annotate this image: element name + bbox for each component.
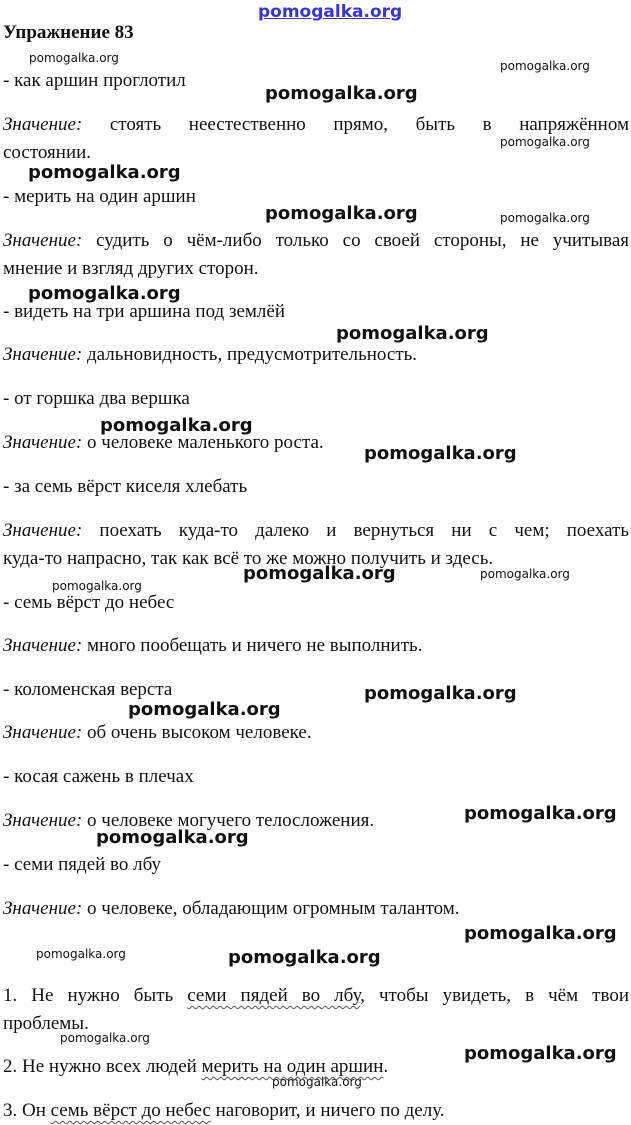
sentence-text: 2. Не нужно всех людей (3, 1056, 202, 1077)
sentence-text: 1. Не нужно быть (3, 985, 188, 1006)
meaning-label: Значение: (3, 722, 83, 743)
watermark: pomogalka.org (243, 563, 396, 584)
meaning-text: об очень высоком человеке. (87, 722, 312, 743)
idiom-phrase: - видеть на три аршина под землёй (3, 301, 286, 322)
watermark: pomogalka.org (272, 1075, 362, 1089)
watermark: pomogalka.org (128, 699, 281, 720)
meaning-text: стоять неестественно прямо, быть в напряжённом (109, 114, 630, 135)
meaning-label: Значение: (3, 230, 83, 251)
underlined-idiom: семь вёрст до небес (50, 1100, 211, 1121)
idiom-meaning (3, 807, 629, 835)
watermark: pomogalka.org (364, 683, 517, 704)
meaning-label: Значение: (3, 432, 83, 453)
watermark: pomogalka.org (265, 203, 418, 224)
example-sentence (3, 1097, 629, 1125)
example-sentence (3, 1053, 629, 1081)
sentence-text: 3. Он (3, 1100, 51, 1121)
idiom-phrase: - за семь вёрст киселя хлебать (3, 476, 248, 497)
watermark: pomogalka.org (28, 283, 181, 304)
watermark: pomogalka.org (500, 59, 590, 73)
idiom-phrase: - мерить на один аршин (3, 186, 196, 207)
idiom-meaning-cont: состоянии. (3, 142, 92, 163)
watermark: pomogalka.org (28, 162, 181, 183)
watermark: pomogalka.org (336, 323, 489, 344)
underlined-idiom: мерить на один аршин (201, 1056, 384, 1077)
sentence-text: . (383, 1056, 389, 1077)
meaning-text: поехать куда-то далеко и вернуться ни с чем; поехать (99, 520, 629, 541)
sentence-text: наговорит, и ничего по делу. (210, 1100, 445, 1121)
meaning-label: Значение: (3, 898, 83, 919)
idiom-phrase: - коломенская верста (3, 679, 173, 700)
watermark: pomogalka.org (464, 803, 617, 824)
watermark: pomogalka.org (36, 947, 126, 961)
meaning-text: судить о чём-либо только со своей стороны, не учитывая (96, 230, 630, 251)
watermark: pomogalka.org (480, 567, 570, 581)
idiom-phrase: - косая сажень в плечах (3, 766, 194, 787)
idiom-meaning (3, 632, 629, 660)
meaning-text: о человеке могучего телосложения. (87, 810, 375, 831)
watermark: pomogalka.org (52, 579, 142, 593)
idiom-meaning-cont: куда-то напрасно, так как всё то же можно получить и здесь. (3, 548, 494, 569)
idiom-phrase: - семь вёрст до небес (3, 592, 175, 613)
watermark: pomogalka.org (265, 83, 418, 104)
idiom-meaning (3, 227, 629, 255)
watermark: pomogalka.org (29, 51, 119, 65)
idiom-phrase: - как аршин проглотил (3, 70, 186, 91)
meaning-label: Значение: (3, 520, 83, 541)
meaning-label: Значение: (3, 114, 83, 135)
idiom-phrase: - от горшка два вершка (3, 388, 190, 409)
watermark: pomogalka.org (464, 923, 617, 944)
watermark: pomogalka.org (464, 1043, 617, 1064)
idiom-meaning (3, 341, 629, 369)
watermark: pomogalka.org (364, 443, 517, 464)
page-title: Упражнение 83 (3, 22, 134, 43)
meaning-label: Значение: (3, 635, 83, 656)
watermark: pomogalka.org (100, 415, 253, 436)
idiom-phrase: - семи пядей во лбу (3, 854, 162, 875)
idiom-meaning (3, 111, 629, 139)
meaning-text: много пообещать и ничего не выполнить. (87, 635, 423, 656)
watermark: pomogalka.org (96, 827, 249, 848)
meaning-label: Значение: (3, 810, 83, 831)
watermark-top[interactable]: pomogalka.org (258, 2, 403, 22)
meaning-text: дальновидность, предусмотрительность. (87, 344, 418, 365)
watermark: pomogalka.org (500, 135, 590, 149)
watermark: pomogalka.org (500, 211, 590, 225)
meaning-label: Значение: (3, 344, 83, 365)
idiom-meaning-cont: мнение и взгляд других сторон. (3, 258, 259, 279)
idiom-meaning (3, 429, 629, 457)
watermark: pomogalka.org (60, 1031, 150, 1045)
idiom-meaning (3, 719, 629, 747)
meaning-text: о человеке, обладающим огромным талантом. (87, 898, 460, 919)
example-sentence-cont: проблемы. (3, 1013, 89, 1034)
sentence-text: , чтобы увидеть, в чём твои (360, 985, 629, 1006)
example-sentence (3, 982, 629, 1010)
underlined-idiom: семи пядей во лбу (187, 985, 361, 1006)
watermark: pomogalka.org (228, 947, 381, 968)
idiom-meaning (3, 517, 629, 545)
meaning-text: о человеке маленького роста. (87, 432, 324, 453)
idiom-meaning (3, 895, 629, 923)
